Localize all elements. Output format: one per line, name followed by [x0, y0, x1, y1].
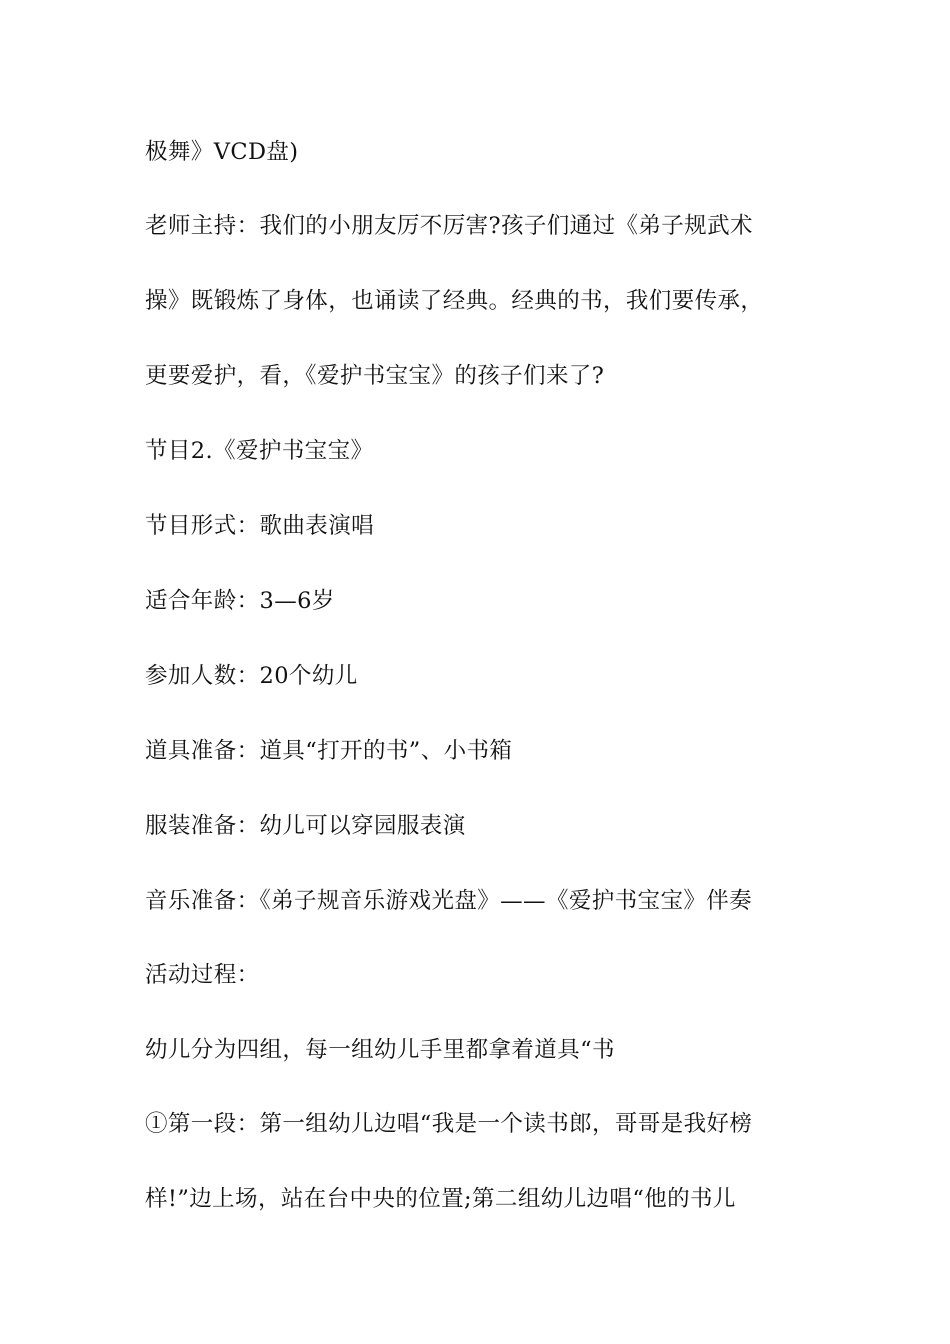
- text-line: 适合年龄：3—6岁: [145, 588, 335, 614]
- text-line: 幼儿分为四组，每一组幼儿手里都拿着道具“书: [145, 1037, 615, 1063]
- text-line: 老师主持：我们的小朋友厉不厉害?孩子们通过《弟子规武术: [145, 213, 753, 239]
- program-title: 节目2.《爱护书宝宝》: [145, 438, 374, 464]
- text-line: 极舞》VCD盘): [145, 139, 299, 165]
- text-line: 音乐准备：《弟子规音乐游戏光盘》——《爱护书宝宝》伴奏: [145, 888, 753, 914]
- text-line: ①第一段：第一组幼儿边唱“我是一个读书郎，哥哥是我好榜: [145, 1111, 753, 1137]
- text-line: 活动过程：: [145, 962, 260, 988]
- text-line: 节目形式：歌曲表演唱: [145, 513, 375, 539]
- text-line: 参加人数：20个幼儿: [145, 663, 358, 689]
- text-line: 道具准备：道具“打开的书”、小书箱: [145, 738, 513, 764]
- text-line: 更要爱护，看，《爱护书宝宝》的孩子们来了?: [145, 363, 605, 389]
- text-line: 服装准备：幼儿可以穿园服表演: [145, 813, 466, 839]
- text-line: 操》既锻炼了身体，也诵读了经典。经典的书，我们要传承，: [145, 288, 764, 314]
- text-line: 样!”边上场，站在台中央的位置;第二组幼儿边唱“他的书儿: [145, 1186, 736, 1212]
